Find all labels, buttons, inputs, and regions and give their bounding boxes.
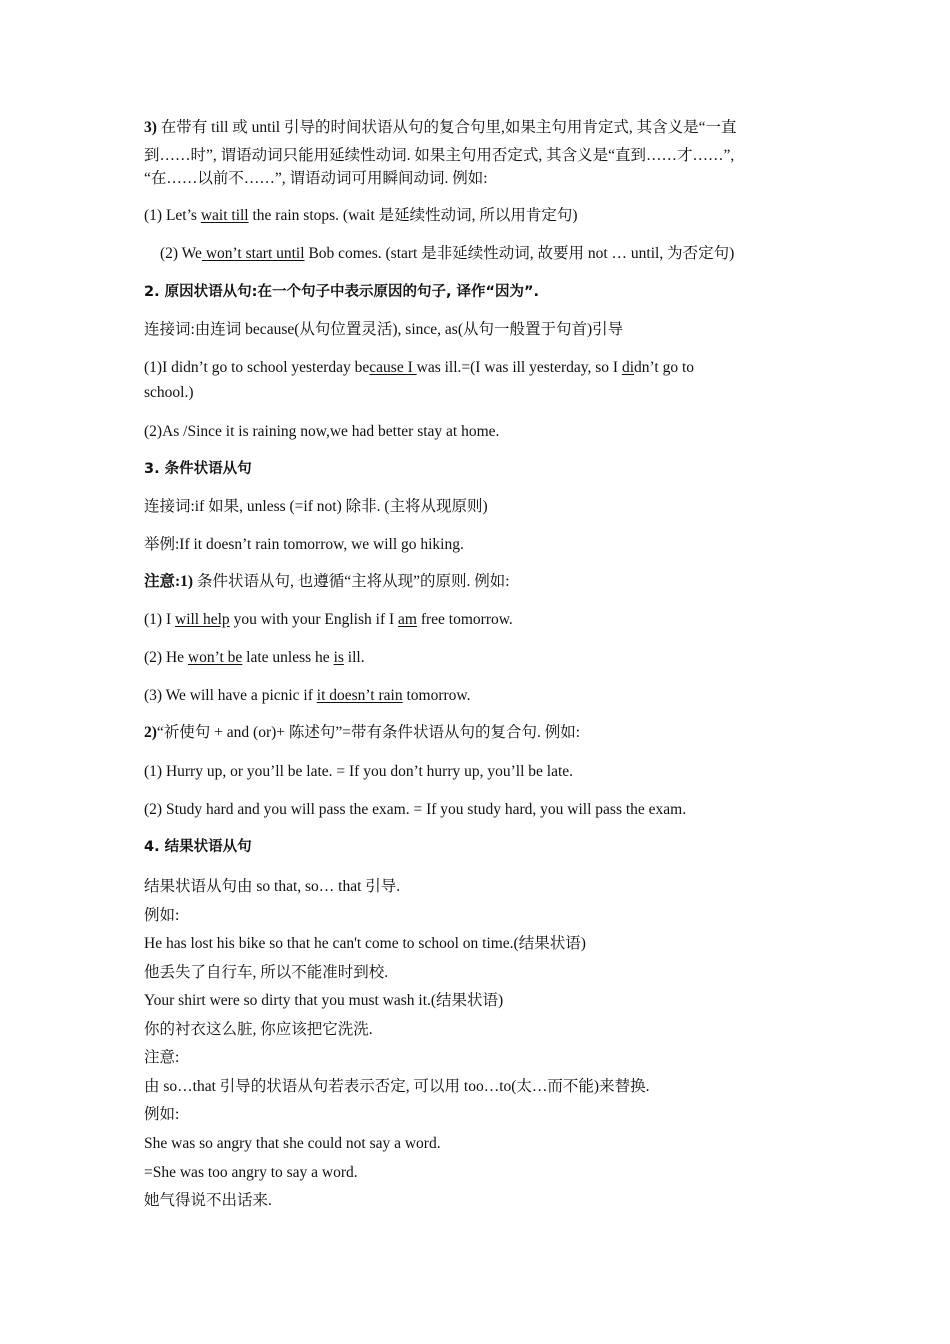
section3-heading: 3. 条件状语从句 [144,461,252,477]
section3-rule2: 2)“祈使句 + and (or)+ 陈述句”=带有条件状语从句的复合句. 例如: [144,724,581,741]
section4-line: 例如: [144,1106,180,1123]
section3-note: 注意:1) 条件状语从句, 也遵循“主将从现”的原则. 例如: [144,573,510,590]
section3-example1: (1) I will help you with your English if I am free tomorrow. [144,611,513,628]
section3-example4: (1) Hurry up, or you’ll be late. = If you don’t hurry up, you’ll be late. [144,763,574,780]
section3-example: 举例:If it doesn’t rain tomorrow, we will go hiking. [144,536,464,553]
section4-line: 结果状语从句由 so that, so… that 引导. [144,878,401,895]
rule3-text: 在带有 till 或 until 引导的时间状语从句的复合句里,如果主句用肯定式, 其含义是“一直 [156,119,737,136]
section2-example1-cont: school.) [144,384,194,401]
section4-line: 注意: [144,1049,180,1066]
section4-line: 例如: [144,907,180,924]
section3-example2: (2) He won’t be late unless he is ill. [144,649,365,666]
section4-line: 她气得说不出话来. [144,1192,272,1209]
section4-heading: 4. 结果状语从句 [144,839,252,855]
section3-example3: (3) We will have a picnic if it doesn’t rain tomorrow. [144,687,471,704]
section4-line: 你的衬衣这么脏, 你应该把它洗洗. [144,1021,373,1038]
section3-conjunctions: 连接词:if 如果, unless (=if not) 除非. (主将从现原则) [144,498,488,515]
section4-line: He has lost his bike so that he can't come to school on time.(结果状语) [144,935,586,952]
section4-line: Your shirt were so dirty that you must wash it.(结果状语) [144,992,504,1009]
section4-line: She was so angry that she could not say a word. [144,1135,441,1152]
section2-example2: (2)As /Since it is raining now,we had better stay at home. [144,423,500,440]
example-wont-start-until: (2) We won’t start until Bob comes. (start 是非延续性动词, 故要用 not … until, 为否定句) [160,245,735,262]
rule3-line1 [144,118,736,138]
section2-example1: (1)I didn’t go to school yesterday because I was ill.=(I was ill yesterday, so I didn’t go to [144,359,695,376]
section2-conjunctions: 连接词:由连词 because(从句位置灵活), since, as(从句一般置于句首)引导 [144,321,624,338]
rule3-line2: 到……时”, 谓语动词只能用延续性动词. 如果主句用否定式, 其含义是“直到……才……”, [144,147,735,164]
rule3-line3: “在……以前不……”, 谓语动词可用瞬间动词. 例如: [144,170,488,187]
section4-line: 他丢失了自行车, 所以不能准时到校. [144,964,389,981]
section2-heading: 2. 原因状语从句:在一个句子中表示原因的句子, 译作“因为”. [144,284,540,300]
section4-line: =She was too angry to say a word. [144,1164,358,1181]
section3-example5: (2) Study hard and you will pass the exam. = If you study hard, you will pass the exam. [144,801,687,818]
rule3-number: 3) [144,119,157,136]
example-wait-till: (1) Let’s wait till the rain stops. (wait 是延续性动词, 所以用肯定句) [144,207,578,224]
section4-line: 由 so…that 引导的状语从句若表示否定, 可以用 too…to(太…而不能)来替换. [144,1078,650,1095]
